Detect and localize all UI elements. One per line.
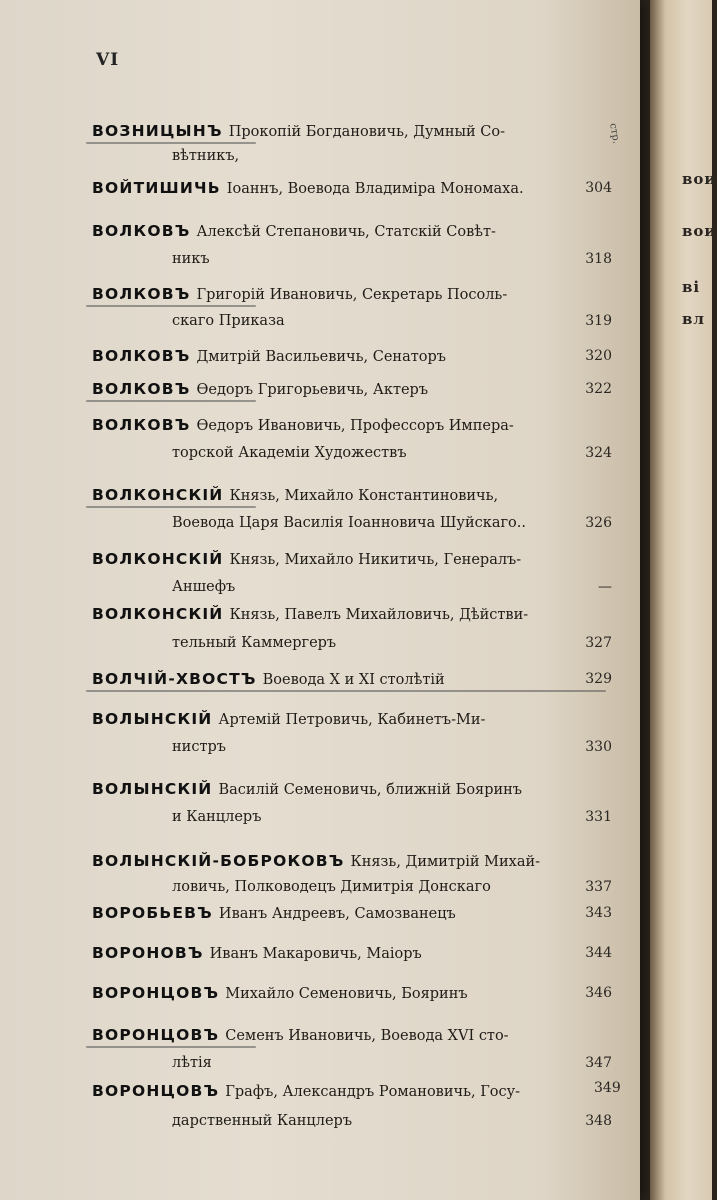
entry-surname: ВОЛКОВЪ (92, 347, 191, 365)
entry-page-number: — (598, 579, 612, 595)
entry-surname: ВОЛКОВЪ (92, 416, 191, 434)
entry-surname: ВОЛКОНСКІЙ (92, 605, 224, 623)
index-entry (92, 1080, 612, 1102)
index-entry (92, 1024, 612, 1046)
pencil-underline (86, 690, 606, 692)
entry-description: скаго Приказа (172, 313, 285, 329)
entry-description: Семенъ Ивановичь, Воевода XVI сто- (225, 1028, 509, 1044)
index-entry (92, 220, 612, 242)
entry-page-number: 344 (585, 945, 612, 961)
entry-description: Князь, Димитрій Михай- (350, 854, 541, 870)
entry-page-number: 329 (585, 671, 612, 687)
entry-page-number: 331 (585, 809, 612, 825)
entry-surname: ВОЛЫНСКІЙ-БОБРОКОВЪ (92, 852, 345, 870)
index-entry-continuation (172, 576, 612, 598)
pencil-underline (86, 1046, 256, 1048)
index-entry (92, 902, 612, 924)
index-entry-continuation (172, 736, 612, 758)
entry-description: Воевода X и XI столѣтій (262, 672, 445, 688)
index-entry-continuation (172, 442, 612, 464)
entry-description: Ѳедоръ Григорьевичь, Актеръ (196, 382, 429, 398)
index-entry (92, 177, 612, 199)
entry-description: ловичь, Полководецъ Димитрія Донскаго (172, 879, 491, 895)
entry-surname: ВОЛЫНСКІЙ (92, 780, 213, 798)
entry-page-number: 349 (594, 1080, 621, 1096)
index-entry (92, 850, 612, 872)
entry-surname: ВОЛКОВЪ (92, 222, 191, 240)
entry-page-number: 304 (585, 180, 612, 196)
entry-description: Ѳедоръ Ивановичь, Профессоръ Импера- (196, 418, 514, 434)
index-entry-continuation (172, 1110, 612, 1132)
entry-page-number: 337 (585, 879, 612, 895)
pencil-underline (86, 305, 256, 307)
entry-description: Воевода Царя Василія Іоанновича Шуйскаго.. (172, 515, 527, 531)
index-entry-continuation (172, 632, 612, 654)
entry-description: Князь, Павелъ Михайловичь, Дѣйстви- (229, 607, 529, 623)
index-entry (92, 778, 612, 800)
entry-page-number: 343 (585, 905, 612, 921)
entry-page-number: 330 (585, 739, 612, 755)
entry-description: Князь, Михайло Никитичь, Генералъ- (229, 552, 522, 568)
index-entry-continuation (172, 145, 612, 167)
page-column-label: стр. (607, 122, 622, 145)
index-entry (92, 708, 612, 730)
entry-surname: ВОРОБЬЕВЪ (92, 904, 213, 922)
entry-description: Іоаннъ, Воевода Владиміра Мономаха. (226, 181, 524, 197)
entry-page-number: 322 (585, 381, 612, 397)
entry-description: Иванъ Андреевъ, Самозванецъ (218, 906, 456, 922)
page-number: VI (96, 50, 120, 70)
entry-page-number: 326 (585, 515, 612, 531)
index-entry-continuation (172, 248, 612, 270)
entry-description: Алексѣй Степановичь, Статскій Совѣт- (196, 224, 496, 240)
entry-description: Дмитрій Васильевичь, Сенаторъ (196, 349, 446, 365)
entry-surname: ВОЗНИЦЫНЪ (92, 122, 223, 140)
entry-surname: ВОЛЫНСКІЙ (92, 710, 213, 728)
entry-page-number: 319 (585, 313, 612, 329)
entry-page-number: 348 (585, 1113, 612, 1129)
index-entry (92, 414, 612, 436)
entry-description: Графъ, Александръ Романовичь, Госу- (225, 1084, 521, 1100)
entry-description: Аншефъ (172, 579, 236, 595)
entry-description: Прокопій Богдановичь, Думный Со- (228, 124, 506, 140)
index-entry (92, 668, 612, 690)
entry-description: Иванъ Макаровичь, Маіоръ (209, 946, 422, 962)
entry-surname: ВОЛКОНСКІЙ (92, 486, 224, 504)
index-entry-continuation (172, 512, 612, 534)
index-entry (92, 548, 612, 570)
entry-page-number: 318 (585, 251, 612, 267)
entry-surname: ВОРОНЦОВЪ (92, 1082, 220, 1100)
entry-description: и Канцлеръ (172, 809, 262, 825)
pencil-underline (86, 400, 256, 402)
entry-page-number: 327 (585, 635, 612, 651)
entry-surname: ВОЛКОНСКІЙ (92, 550, 224, 568)
entry-page-number: 324 (585, 445, 612, 461)
index-entry (92, 982, 612, 1004)
index-entry-continuation (172, 310, 612, 332)
entry-page-number: 320 (585, 348, 612, 364)
index-entry (92, 378, 612, 400)
entry-surname: ВОЛКОВЪ (92, 285, 191, 303)
facing-page-fragment: вои (682, 222, 717, 240)
entry-description: дарственный Канцлеръ (172, 1113, 353, 1129)
facing-page-fragment: ві (682, 278, 701, 296)
facing-page-fragment: вл (682, 310, 705, 328)
index-entry (92, 484, 612, 506)
entry-surname: ВОЛЧІЙ-ХВОСТЪ (92, 670, 257, 688)
entry-description: никъ (172, 251, 210, 267)
index-entry-continuation (172, 876, 612, 898)
pencil-underline (86, 142, 256, 144)
entry-description: Василій Семеновичь, ближній Бояринъ (218, 782, 523, 798)
index-entry-continuation (172, 806, 612, 828)
index-entry (92, 120, 612, 142)
entry-description: Григорій Ивановичь, Секретарь Посоль- (196, 287, 508, 303)
entry-description: нистръ (172, 739, 226, 755)
facing-page-fragment: вои (682, 170, 717, 188)
entry-surname: ВОЙТИШИЧЬ (92, 179, 221, 197)
entry-description: Артемій Петровичь, Кабинетъ-Ми- (218, 712, 486, 728)
index-entry (92, 345, 612, 367)
index-entry (92, 603, 612, 625)
entry-surname: ВОРОНЦОВЪ (92, 1026, 220, 1044)
entry-surname: ВОЛКОВЪ (92, 380, 191, 398)
index-entry (92, 283, 612, 305)
entry-surname: ВОРОНЦОВЪ (92, 984, 220, 1002)
entry-description: тельный Каммергеръ (172, 635, 337, 651)
entry-description: лѣтія (172, 1055, 212, 1071)
entry-page-number: 346 (585, 985, 612, 1001)
entry-description: вѣтникъ, (172, 148, 240, 164)
index-entry-continuation (172, 1052, 612, 1074)
entry-page-number: 347 (585, 1055, 612, 1071)
entry-description: Михайло Семеновичь, Бояринъ (225, 986, 468, 1002)
entry-description: торской Академіи Художествъ (172, 445, 407, 461)
entry-description: Князь, Михайло Константиновичь, (229, 488, 499, 504)
index-entry (92, 942, 612, 964)
facing-page-edge (650, 0, 717, 1200)
entry-surname: ВОРОНОВЪ (92, 944, 204, 962)
pencil-underline (86, 506, 256, 508)
